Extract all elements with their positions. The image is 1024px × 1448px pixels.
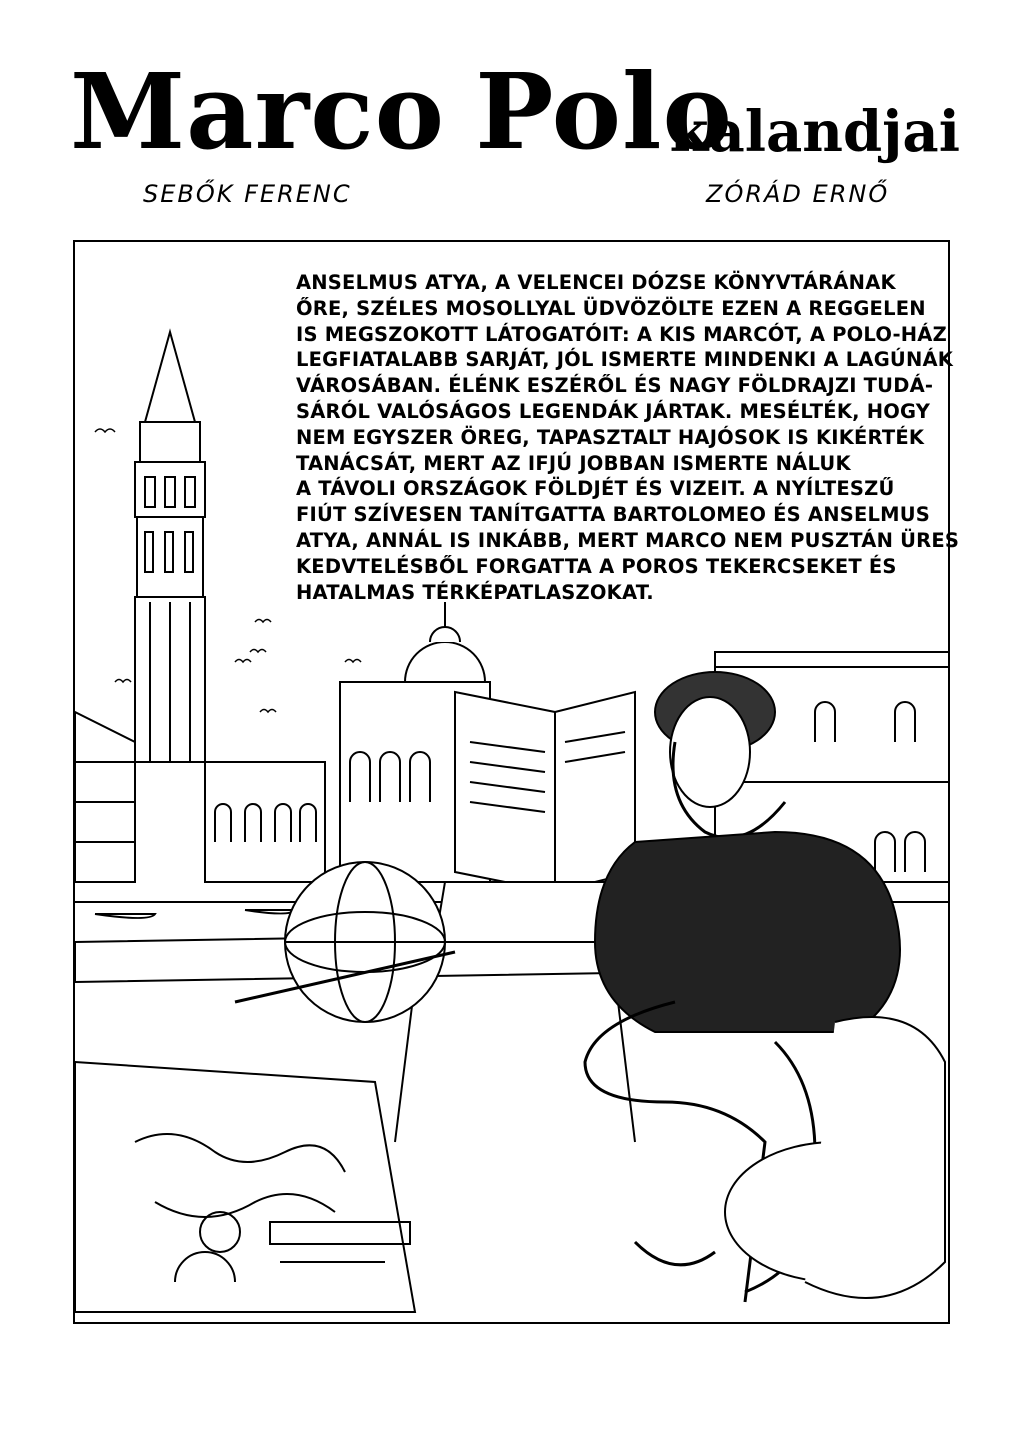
artist-credit: ZÓRÁD ERNŐ <box>706 180 890 208</box>
caption-line: LEGFIATALABB SARJÁT, JÓL ISMERTE MINDENKI A LAGÚNÁK <box>296 348 954 372</box>
caption-line: FIÚT SZÍVESEN TANÍTGATTA BARTOLOMEO ÉS ANSELMUS <box>296 503 930 527</box>
caption-line: IS MEGSZOKOTT LÁTOGATÓIT: A KIS MARCÓT, A POLO-HÁZ <box>296 322 947 346</box>
caption-line: ANSELMUS ATYA, A VELENCEI DÓZSE KÖNYVTÁRÁNAK <box>296 271 896 294</box>
bell-tower <box>135 332 205 762</box>
caption-line: NEM EGYSZER ÖREG, TAPASZTALT HAJÓSOK IS KIKÉRTÉK <box>296 425 925 449</box>
caption-line: TANÁCSÁT, MERT AZ IFJÚ JOBBAN ISMERTE NÁLUK <box>296 451 851 475</box>
caption-line: A TÁVOLI ORSZÁGOK FÖLDJÉT ÉS VIZEIT. A NYÍLTESZŰ <box>296 477 895 501</box>
bench <box>805 1017 945 1298</box>
map-scroll <box>75 1062 415 1312</box>
narration-caption <box>296 270 960 605</box>
caption-line: ŐRE, SZÉLES MOSOLLYAL ÜDVÖZÖLTE EZEN A REGGELEN <box>296 296 926 320</box>
caption-line: ATYA, ANNÁL IS INKÁBB, MERT MARCO NEM PUSZTÁN ÜRES <box>296 528 960 552</box>
title-word-polo: Polo <box>475 50 733 173</box>
caption-line: KEDVTELÉSBŐL FORGATTA A POROS TEKERCSEKET ÉS <box>296 554 897 578</box>
caption-line: HATALMAS TÉRKÉPATLASZOKAT. <box>296 580 654 604</box>
title-main <box>70 50 733 173</box>
writer-credit: SEBŐK FERENC <box>143 180 352 208</box>
title-subtitle: kalandjai <box>669 99 960 165</box>
title-word-marco: Marco <box>70 50 445 173</box>
caption-line: VÁROSÁBAN. ÉLÉNK ESZÉRŐL ÉS NAGY FÖLDRAJZI TUDÁ- <box>296 374 934 398</box>
caption-line: SÁRÓL VALÓSÁGOS LEGENDÁK JÁRTAK. MESÉLTÉK, HOGY <box>296 399 931 423</box>
comic-title <box>70 50 960 180</box>
